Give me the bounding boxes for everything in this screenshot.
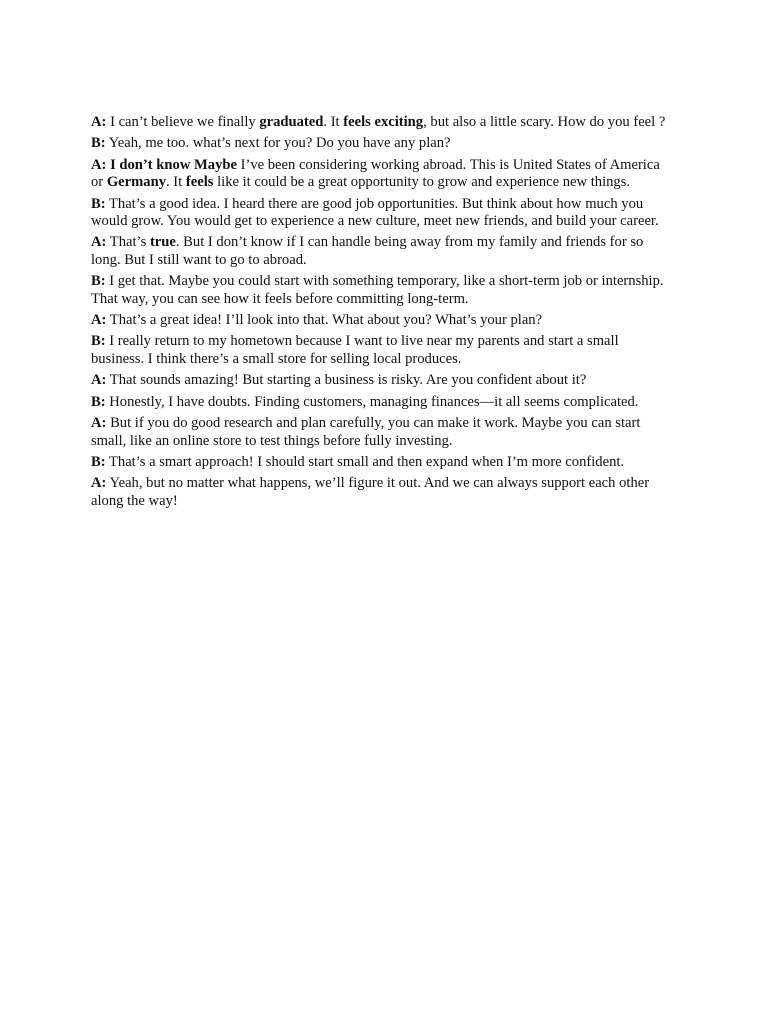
speaker-label: B: (91, 333, 106, 350)
dialogue-line (91, 196, 673, 231)
line-text-bold: feels exciting (343, 114, 424, 130)
speaker-label: B: (91, 195, 106, 212)
speaker-label: A: (91, 114, 107, 130)
dialogue-body (91, 114, 673, 514)
line-text-bold: feels (185, 174, 214, 191)
line-text: , but also a little scary. How do you feel ? (423, 114, 666, 130)
line-text: Honestly, I have doubts. Finding customers, managing finances—it all seems complicated. (109, 393, 639, 410)
line-text: That sounds amazing! But starting a business is risky. Are you confident about it? (109, 372, 587, 389)
line-text: That’s a great idea! I’ll look into that. What about you? What’s your plan? (109, 312, 543, 329)
dialogue-line (91, 114, 673, 131)
dialogue-line (91, 475, 673, 510)
speaker-label: B: (91, 135, 106, 152)
dialogue-line (91, 273, 673, 308)
dialogue-line (91, 454, 673, 471)
dialogue-line (91, 234, 673, 269)
line-text: Yeah, but no matter what happens, we’ll figure it out. And we can always support each other along the way! (91, 475, 650, 509)
line-text: like it could be a great opportunity to grow and experience new things. (213, 174, 631, 191)
dialogue-line (91, 415, 673, 450)
dialogue-line (91, 135, 673, 152)
line-text-bold: true (149, 234, 176, 251)
dialogue-line (91, 312, 673, 329)
line-text-bold: Germany (106, 174, 166, 191)
speaker-label: B: (91, 273, 106, 290)
line-text: That’s a good idea. I heard there are good job opportunities. But think about how much you would grow. You would get to experience a new culture, meet new friends, and build your career. (91, 195, 659, 230)
dialogue-line (91, 333, 673, 368)
line-text: I get that. Maybe you could start with something temporary, like a short-term job or internship. That way, you can see how it feels before committing long-term. (91, 273, 664, 307)
speaker-label: A: (91, 234, 107, 251)
line-text: I can’t believe we finally (110, 114, 260, 130)
line-text: . But I don’t know if I can handle being away from my family and friends for so long. But I still want to go to abroad. (91, 234, 644, 268)
line-text: That’s (109, 234, 150, 251)
line-text: Yeah, me too. what’s next for you? Do you have any plan? (108, 135, 451, 152)
line-text: . It (323, 114, 344, 130)
speaker-label: A: (91, 372, 107, 389)
line-text: I’ve been considering working abroad. This is United States of America or (91, 156, 660, 191)
speaker-label: A: (91, 475, 107, 492)
dialogue-line (91, 394, 673, 411)
speaker-label: B: (91, 453, 106, 470)
dialogue-line (91, 372, 673, 389)
line-text: That’s a smart approach! I should start small and then expand when I’m more confident. (108, 453, 625, 470)
line-text-bold: graduated (259, 114, 324, 130)
dialogue-line (91, 157, 673, 192)
speaker-label: A: (91, 156, 107, 173)
speaker-label: A: (91, 415, 107, 432)
line-text-bold: I don’t know Maybe (110, 156, 237, 173)
line-text: But if you do good research and plan carefully, you can make it work. Maybe you can start small, like an online store to test things before fully investing. (91, 415, 641, 449)
line-text: I really return to my hometown because I want to live near my parents and start a small business. I think there’s a small store for selling local produces. (91, 333, 619, 367)
speaker-label: B: (91, 393, 106, 410)
line-text: . It (166, 174, 186, 191)
speaker-label: A: (91, 312, 107, 329)
